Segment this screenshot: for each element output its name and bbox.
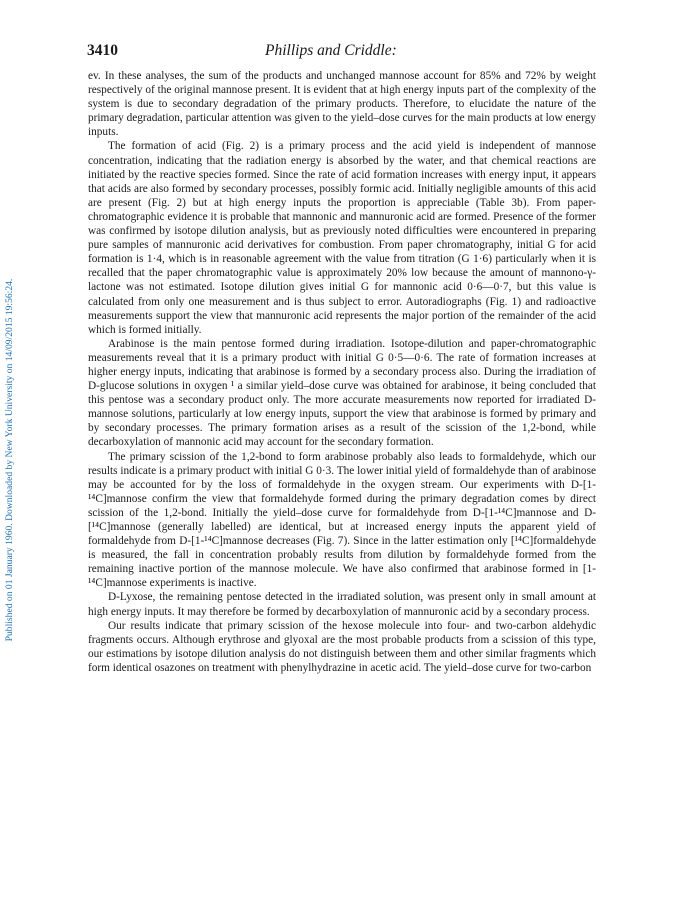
download-watermark — [4, 160, 18, 760]
paragraph-3: Arabinose is the main pentose formed during irradiation. Isotope-dilution and paper-chromatographic measurements reveal that it is a primary product with initial G 0·5—0·6. The rate of formation increases at higher energy inputs, indicating that arabinose is formed by a secondary process also. During the irradiation of D-glucose solutions in oxygen ¹ a similar yield–dose curve was obtained for arabinose, it being concluded that this pentose was a secondary product only. The more accurate measurements now reported for irradiated D-mannose solutions, particularly at low energy inputs, support the view that arabinose is formed by primary and by secondary processes. The primary formation arises as a result of the scission of the 1,2-bond, while decarboxylation of mannonic acid may account for the secondary formation. — [88, 337, 596, 449]
running-title: Phillips and Criddle: — [265, 42, 397, 59]
paragraph-1: ev. In these analyses, the sum of the products and unchanged mannose account for 85% and 72% by weight respectively of the original mannose present. It is evident that at high energy inputs part of the complexity of the system is due to secondary degradation of the primary products. Therefore, to elucidate the nature of the primary degradation, particular attention was given to the yield–dose curves for the main products at low energy inputs. — [88, 70, 597, 139]
page-number: 3410 — [87, 42, 118, 59]
article-body — [88, 69, 596, 675]
paragraph-2: The formation of acid (Fig. 2) is a primary process and the acid yield is independent of mannose concentration, indicating that the radiation energy is absorbed by the water, and that chemical reactions are initiated by the reactive species formed. Since the rate of acid formation increases with energy input, it appears that acids are also formed by secondary processes, possibly formic acid. Initially negligible amounts of this acid are present (Fig. 2) but at high energy inputs the proportion is appreciable (Table 3b). From paper-chromatographic evidence it is probable that mannonic and mannuronic acid are formed. Presence of the former was confirmed by isotope dilution analysis, but as previously noted difficulties were encountered in preparing pure samples of mannuronic acid derivatives for combustion. From paper chromatography, initial G for acid formation is 1·4, which is in reasonable agreement with the value from titration (G 1·6) particularly when it is recalled that the paper chromatographic value is approximately 20% low because the amount of mannono-γ-lactone was not estimated. Isotope dilution gives initial G for mannonic acid 0·6—0·7, but this value is calculated from only one measurement and is thus subject to error. Autoradiographs (Fig. 1) and radioactive measurements support the view that mannuronic acid represents the major portion of the remainder of the acid which is formed initially. — [88, 140, 596, 336]
page-header — [87, 42, 597, 62]
paragraph-4: The primary scission of the 1,2-bond to form arabinose probably also leads to formaldehyde, which our results indicate is a primary product with initial G 0·3. The lower initial yield of formaldehyde than of arabinose may be accounted for by the loss of formaldehyde in the oxygen stream. Our experiments with D-[1-¹⁴C]mannose confirm the view that formaldehyde formed during the primary degradation comes by direct scission of the 1,2-bond. Initially the yield–dose curve for formaldehyde from D-[1-¹⁴C]mannose and D-[¹⁴C]mannose (generally labelled) are identical, but at increased energy inputs the apparent yield of formaldehyde from D-[1-¹⁴C]mannose decreases (Fig. 7). Since in the latter estimation only [¹⁴C]formaldehyde is measured, the fall in concentration probably results from dilution by formaldehyde formed from the remaining inactive portion of the mannose molecule. We have also confirmed that arabinose formed in [1-¹⁴C]mannose experiments is inactive. — [88, 450, 596, 590]
paragraph-5: D-Lyxose, the remaining pentose detected in the irradiated solution, was present only in small amount at high energy inputs. It may therefore be formed by decarboxylation of mannuronic acid by a secondary process. — [88, 591, 596, 618]
paragraph-6: Our results indicate that primary scission of the hexose molecule into four- and two-carbon aldehydic fragments occurs. Although erythrose and glyoxal are the most probable products from a scission of this type, our estimations by isotope dilution analysis do not distinguish between them and other similar fragments which form identical osazones on treatment with phenylhydrazine in acetic acid. The yield–dose curve for two-carbon — [88, 619, 596, 674]
download-watermark-text: Published on 01 January 1960. Downloaded by New York University on 14/09/2015 19:56:24. — [4, 278, 15, 642]
